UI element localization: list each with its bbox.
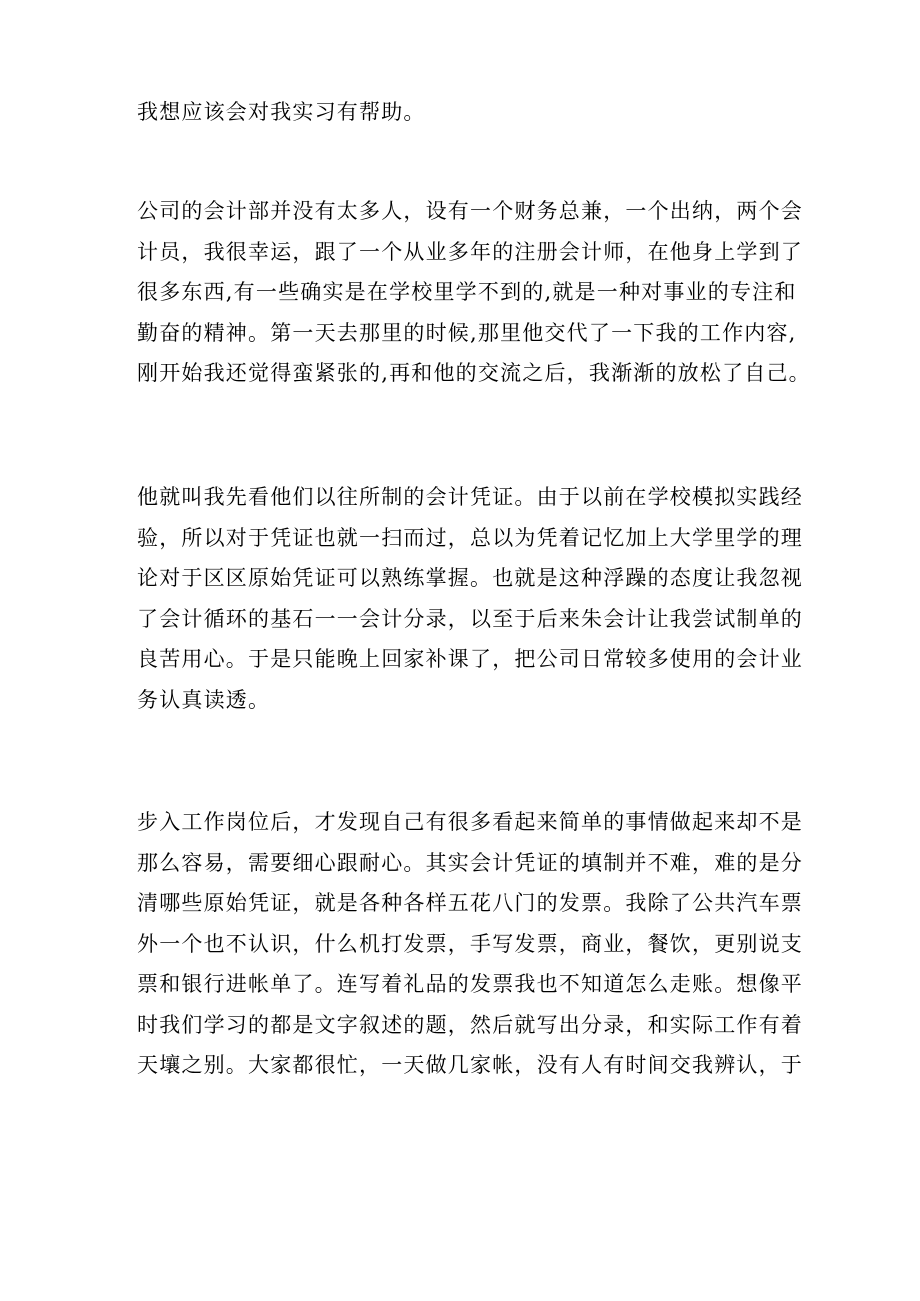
text-line: 外一个也不认识，什么机打发票，手写发票，商业，餐饮，更别说支 <box>137 931 803 956</box>
text-line: 那么容易，需要细心跟耐心。其实会计凭证的填制并不难，难的是分 <box>137 850 803 875</box>
text-line: 很多东西,有一些确实是在学校里学不到的,就是一种对事业的专注和 <box>137 280 797 304</box>
text-line: 良苦用心。于是只能晚上回家补课了，把公司日常较多使用的会计业 <box>137 647 803 671</box>
text-line: 步入工作岗位后，才发现自己有很多看起来简单的事情做起来却不是 <box>137 810 803 834</box>
text-line: 勤奋的精神。第一天去那里的时候,那里他交代了一下我的工作内容, <box>137 320 797 345</box>
paragraph-3 <box>137 477 803 720</box>
text-line: 刚开始我还觉得蛮紧张的,再和他的交流之后，我渐渐的放松了自己。 <box>137 361 811 385</box>
paragraph-2 <box>137 191 811 394</box>
text-line: 票和银行进帐单了。连写着礼品的发票我也不知道怎么走账。想像平 <box>137 972 803 996</box>
text-line: 天壤之别。大家都很忙，一天做几家帐，没有人有时间交我辨认，于 <box>137 1053 803 1077</box>
paragraph-4 <box>137 802 803 1086</box>
text-line: 论对于区区原始凭证可以熟练掌握。也就是这种浮躁的态度让我忽视 <box>137 566 803 590</box>
text-line: 时我们学习的都是文字叙述的题，然后就写出分录，和实际工作有着 <box>137 1012 803 1037</box>
text-line: 他就叫我先看他们以往所制的会计凭证。由于以前在学校模拟实践经 <box>137 485 803 509</box>
text-line: 清哪些原始凭证，就是各种各样五花八门的发票。我除了公共汽车票 <box>137 891 803 915</box>
text-line: 了会计循环的基石一一会计分录，以至于后来朱会计让我尝试制单的 <box>137 606 803 631</box>
text-line: 验，所以对于凭证也就一扫而过，总以为凭着记忆加上大学里学的理 <box>137 525 803 550</box>
text-line: 计员，我很幸运，跟了一个从业多年的注册会计师，在他身上学到了 <box>137 239 803 264</box>
text-line: 务认真读透。 <box>137 687 271 712</box>
text-line: 我想应该会对我实习有帮助。 <box>137 100 426 124</box>
paragraph-1 <box>137 92 797 133</box>
text-line: 公司的会计部并没有太多人，设有一个财务总兼，一个出纳，两个会 <box>137 199 803 223</box>
